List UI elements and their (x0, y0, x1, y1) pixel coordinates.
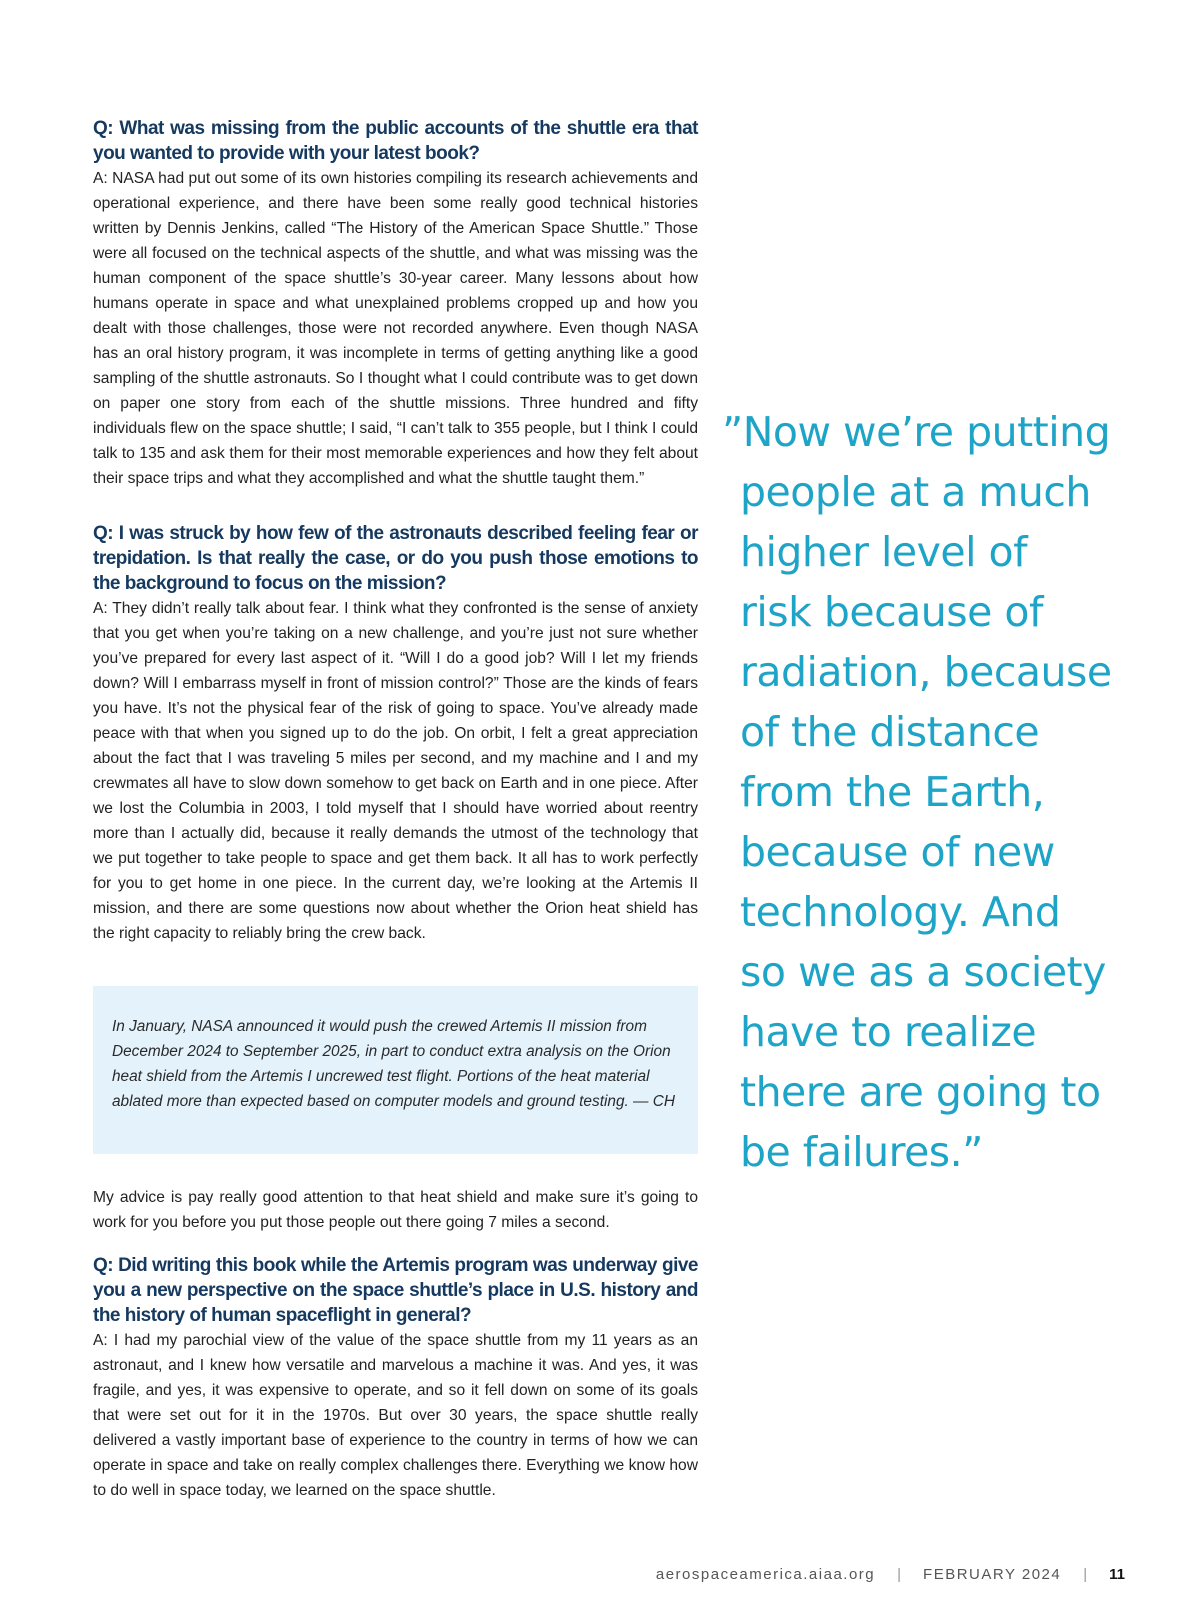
footer-separator: | (897, 1566, 902, 1583)
pull-quote-line: of the distance (740, 708, 1040, 756)
answer-paragraph: A: NASA had put out some of its own histories compiling its research achievements and operational experience, and there have been some really good technical histories written by Dennis Jenkins, called “The History of the American Space Shuttle.” Those were all focused on the technical aspects of the shuttle, and what was missing was the human component of the space shuttle’s 30-year career. Many lessons about how humans operate in space and what unexplained problems cropped up and how you dealt with those challenges, those were not recorded anywhere. Even though NASA has an oral history program, it was incomplete in terms of getting anything like a good sampling of the shuttle astronauts. So I thought what I could contribute was to get down on paper one story from each of the shuttle missions. Three hundred and fifty individuals flew on the space shuttle; I said, “I can’t talk to 355 people, but I think I could talk to 135 and ask them for their most memorable experiences and how they felt about their space trips and what they accomplished and what the shuttle taught them.” (93, 170, 698, 487)
pull-quote-line: higher level of (740, 528, 1028, 576)
pull-quote-line: there are going to (740, 1068, 1101, 1116)
pull-quote (722, 402, 1142, 1182)
question-heading: Q: What was missing from the public accounts of the shuttle era that you wanted to provide with your latest book? (93, 118, 698, 164)
page-footer (656, 1566, 1125, 1583)
pull-quote-line: technology. And (740, 888, 1061, 936)
pull-quote-line: ”Now we’re putting (722, 408, 1111, 456)
pull-quote-line: be failures.” (740, 1128, 983, 1176)
question-heading: Q: Did writing this book while the Artemis program was underway give you a new perspective on the space shuttle’s place in U.S. history and the history of human spaceflight in general? (93, 1255, 698, 1326)
answer-paragraph: A: They didn’t really talk about fear. I think what they confronted is the sense of anxiety that you get when you’re taking on a new challenge, and you’re just not sure whether you’ve prepared for every last aspect of it. “Will I do a good job? Will I let my friends down? Will I embarrass myself in front of mission control?” Those are the kinds of fears you have. It’s not the physical fear of the risk of going to space. You’ve already made peace with that when you signed up to do the job. On orbit, I felt a great appreciation about the fact that I was traveling 5 miles per second, and my machine and I and my crewmates all have to slow down somehow to get back on Earth and in one piece. After we lost the Columbia in 2003, I told myself that I should have worried about reentry more than I actually did, because it really demands the utmost of the technology that we put together to take people to space and get them back. It all has to work perfectly for you to get home in one piece. In the current day, we’re looking at the Artemis II mission, and there are some questions now about whether the Orion heat shield has the right capacity to reliably bring the crew back. (93, 600, 698, 942)
pull-quote-line: risk because of (740, 588, 1043, 636)
advice-paragraph: My advice is pay really good attention to that heat shield and make sure it’s going to work for you before you put those people out there going 7 miles a second. (93, 1189, 698, 1231)
answer-paragraph: A: I had my parochial view of the value of the space shuttle from my 11 years as an astronaut, and I knew how versatile and marvelous a machine it was. And yes, it was fragile, and yes, it was expensive to operate, and so it fell down on some of its goals that were set out for it in the 1970s. But over 30 years, the space shuttle really delivered a vastly important base of experience to the country in terms of how we can operate in space and take on really complex challenges there. Everything we know how to do well in space today, we learned on the space shuttle. (93, 1332, 698, 1499)
pull-quote-line: radiation, because (740, 648, 1112, 696)
section-spacer (93, 491, 698, 521)
pull-quote-line: so we as a society (740, 948, 1106, 996)
footer-separator: | (1083, 1566, 1088, 1583)
section-spacer (93, 1235, 698, 1253)
editor-note-box (93, 986, 698, 1154)
pull-quote-line: have to realize (740, 1008, 1037, 1056)
page-number: 11 (1109, 1566, 1125, 1583)
footer-issue-date: FEBRUARY 2024 (923, 1566, 1062, 1583)
editor-note-text: In January, NASA announced it would push the crewed Artemis II mission from December 2024 to September 2025, in part to conduct extra analysis on the Orion heat shield from the Artemis I uncrewed test flight. Portions of the heat material ablated more than expected based on computer models and ground testing. — CH (112, 1018, 675, 1110)
article-column (93, 116, 698, 1503)
pull-quote-line: people at a much (740, 468, 1091, 516)
pull-quote-line: from the Earth, (740, 768, 1045, 816)
footer-site-url: aerospaceamerica.aiaa.org (655, 1566, 876, 1583)
question-heading: Q: I was struck by how few of the astronauts described feeling fear or trepidation. Is that really the case, or do you push those emotions to the background to focus on the mission? (93, 523, 698, 594)
pull-quote-line: because of new (740, 828, 1055, 876)
